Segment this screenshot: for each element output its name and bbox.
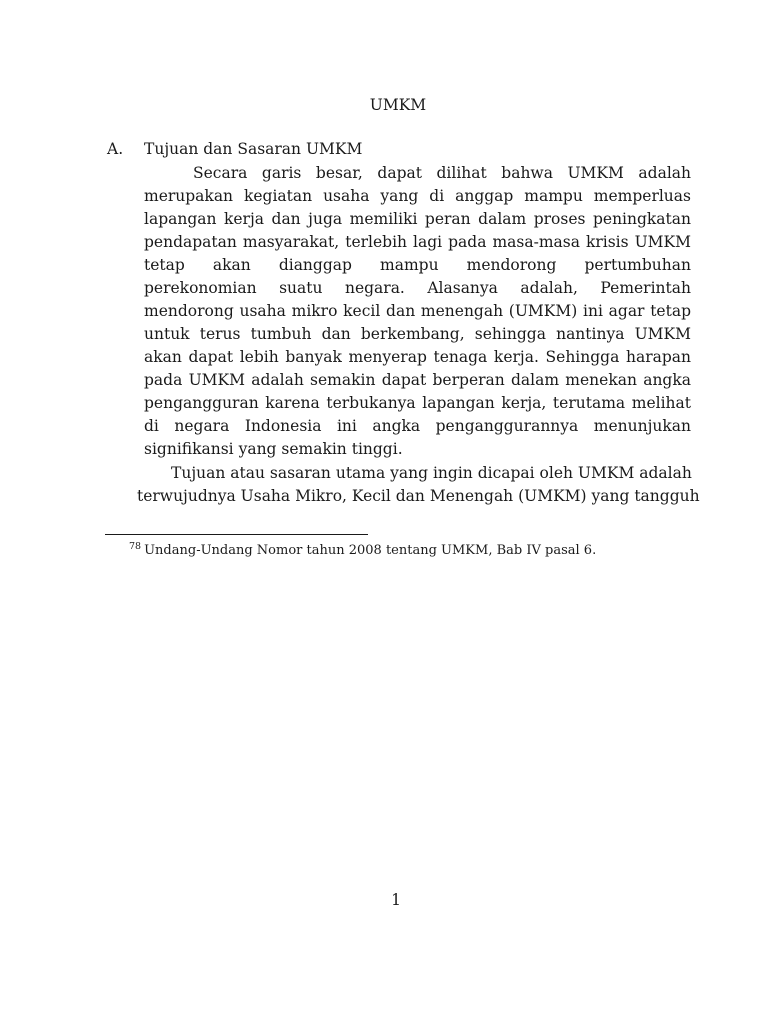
- body-paragraph-2-line-2: terwujudnya Usaha Mikro, Kecil dan Menengah (UMKM) yang tangguh: [137, 487, 700, 505]
- section-heading-text: Tujuan dan Sasaran UMKM: [144, 140, 363, 158]
- footnote-text: Undang-Undang Nomor tahun 2008 tentang UMKM, Bab IV pasal 6.: [144, 543, 597, 558]
- footnote: [129, 541, 596, 558]
- section-heading: [107, 140, 362, 158]
- body-paragraph-2: [134, 462, 700, 508]
- footnote-number: 78: [129, 541, 142, 552]
- body-paragraph-1: Secara garis besar, dapat dilihat bahwa UMKM adalah merupakan kegiatan usaha yang di anggap mampu memperluas lapangan kerja dan juga memiliki peran dalam proses peningkatan pendapatan masyarakat, terlebih lagi pada masa-masa krisis UMKM tetap akan dianggap mampu mendorong pertumbuhan perekonomian suatu negara. Alasanya adalah, Pemerintah mendorong usaha mikro kecil dan menengah (UMKM) ini agar tetap untuk terus tumbuh dan berkembang, sehingga nantinya UMKM akan dapat lebih banyak menyerap tenaga kerja. Sehingga harapan pada UMKM adalah semakin dapat berperan dalam menekan angka pengangguran karena terbukanya lapangan kerja, terutama melihat di negara Indonesia ini angka penganggurannya menunjukan signifikansi yang semakin tinggi.: [144, 164, 691, 458]
- page-number: 1: [391, 891, 401, 909]
- document-title: UMKM: [369, 96, 427, 114]
- section-marker: A.: [107, 140, 124, 158]
- footnote-separator: [105, 534, 368, 535]
- body-paragraph-2-line-1: Tujuan atau sasaran utama yang ingin dicapai oleh UMKM adalah: [171, 464, 692, 482]
